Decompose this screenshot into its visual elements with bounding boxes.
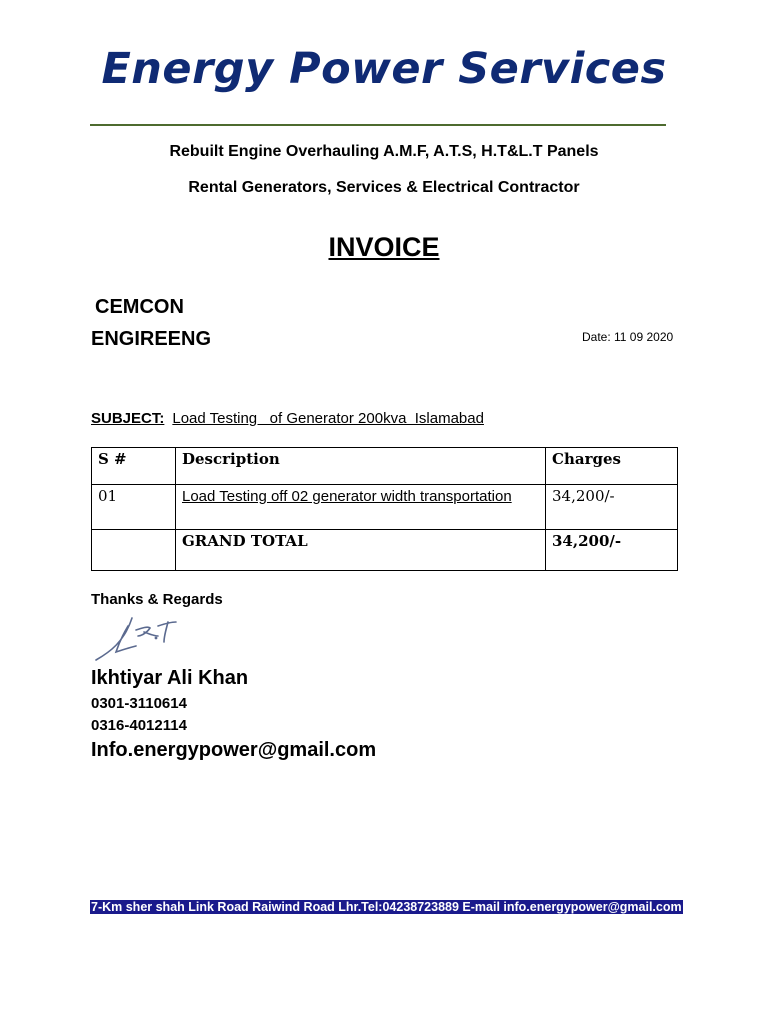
header-charges: Charges	[546, 448, 678, 485]
header-description: Description	[176, 448, 546, 485]
invoice-date: Date: 11 09 2020	[582, 330, 674, 344]
tagline-rental: Rental Generators, Services & Electrical Contractor	[188, 179, 580, 196]
phone-number-2: 0316-4012114	[91, 717, 187, 734]
subject-line	[91, 410, 484, 427]
header-serial: S #	[92, 448, 176, 485]
row-charges: 34,200/-	[546, 485, 678, 530]
subject-label: SUBJECT:	[91, 410, 165, 427]
client-name	[91, 291, 211, 355]
row-description	[176, 485, 546, 530]
signer-name: Ikhtiyar Ali Khan	[91, 667, 249, 689]
table-header-row	[92, 448, 678, 485]
closing-text: Thanks & Regards	[91, 591, 223, 608]
tagline-services: Rebuilt Engine Overhauling A.M.F, A.T.S, H.T&L.T Panels	[169, 143, 599, 160]
header-divider	[90, 124, 666, 126]
client-line-2: ENGIREENG	[91, 328, 212, 350]
grand-total-row	[92, 530, 678, 571]
handwritten-signature	[92, 612, 182, 664]
document-title: INVOICE	[328, 232, 440, 262]
subject-text: Load Testing of Generator 200kva Islamabad	[172, 410, 484, 427]
company-name: Energy Power Services	[101, 44, 667, 94]
row-serial: 01	[92, 485, 176, 530]
grand-total-label: GRAND TOTAL	[176, 530, 546, 571]
table-row	[92, 485, 678, 530]
invoice-table	[91, 447, 678, 571]
row-description-text: Load Testing off 02 generator width transportation	[182, 488, 512, 505]
client-line-1: CEMCON	[95, 296, 184, 318]
signer-email: Info.energypower@gmail.com	[91, 739, 377, 761]
grand-total-value: 34,200/-	[546, 530, 678, 571]
phone-number-1: 0301-3110614	[91, 695, 187, 712]
total-empty-cell	[92, 530, 176, 571]
footer-address: 7-Km sher shah Link Road Raiwind Road Lhr.Tel:04238723889 E-mail info.energypower@gmail.com	[91, 900, 682, 914]
